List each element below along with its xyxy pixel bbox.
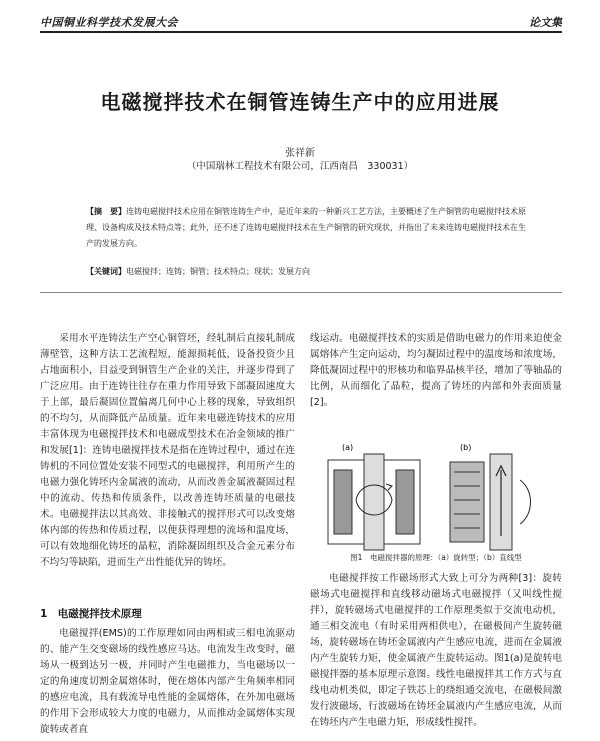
linear-stator bbox=[450, 462, 484, 542]
abstract bbox=[86, 204, 526, 252]
affiliation: （中国瑞林工程技术有限公司，江西南昌 330031） bbox=[186, 161, 414, 172]
header-rule bbox=[40, 31, 562, 33]
paper-title: 电磁搅拌技术在铜管连铸生产中的应用进展 bbox=[100, 90, 500, 114]
abstract-text: 连铸电磁搅拌技术应用在铜管连铸生产中，是近年来的一种新兴工艺方法，主要概述了生产铜管的电磁搅拌技术原理、设备构成及技术特点等；此外，还不述了连铸电磁搅拌技术在生产铜管的研究现状，并指出了未来连铸电磁搅拌技术在生产的发展方向。 bbox=[86, 207, 526, 248]
section-heading: 1 电磁搅拌技术原理 bbox=[40, 608, 142, 620]
column-right-bottom bbox=[310, 571, 562, 731]
linear-return-flow bbox=[520, 480, 531, 524]
figure-caption: 图1 电磁搅拌器的原理：（a）旋转型；（b）直线型 bbox=[350, 553, 522, 562]
paragraph-principle: 电磁搅拌(EMS)的工作原理如同由两相或三相电流驱动的、能产生交变磁场的线性感应马达。电流发生改变时，磁场从一极到达另一极，并同时产生电磁推力，当电磁场以一定的角速度切割金属熔体时，便在熔体内部产生角频率相同的感应电流，具有载流导电性能的金属熔体，在外加电磁场的作用下会形成较大力度的电磁力，从而推动金属熔体实现旋转或者直 bbox=[40, 628, 295, 735]
section-label: 论文集 bbox=[529, 16, 562, 29]
column-left-section1 bbox=[40, 626, 295, 738]
keywords-label: 【关键词】 bbox=[86, 267, 126, 276]
figure-label-b: (b) bbox=[460, 443, 472, 452]
rotation-arrow-icon bbox=[386, 484, 392, 490]
keywords bbox=[86, 264, 526, 280]
paragraph-stirrer-types: 电磁搅拌按工作磁场形式大致上可分为两种[3]：旋转磁场式电磁搅拌和直线移动磁场式电磁搅拌（又叫线性搅拌），旋转磁场式电磁搅拌的工作原理类似于交流电动机，通三相交流电（有时采用两相供电），在磁极间产生旋转磁场，旋转磁场在铸坯金属液内产生感应电流，进而在金属液内产生旋转力矩，使金属液产生旋转运动。图1(a)是旋转电磁搅拌器的基本原理示意图。线性电磁搅拌其工作方式与直线电动机类似，即定子铁芯上的绕组通交流电，在磁极间激发行波磁场，行波磁场在铸坯金属液内产生感应电流，从而在铸坯内产生电磁力矩，形成线性搅拌。 bbox=[310, 573, 562, 728]
rotary-coil-right bbox=[396, 470, 414, 534]
conference-name: 中国铜业科学技术发展大会 bbox=[40, 16, 178, 29]
paragraph-continued: 线运动。电磁搅拌技术的实质是借助电磁力的作用来迫使金属熔体产生定向运动，均匀凝固过程中的温度场和浓度场，降低凝固过程中的形核功和临界晶核半径，增加了等轴晶的比例，从而细化了晶粒，提高了铸坯的内部和外表面质量[2]。 bbox=[310, 333, 562, 408]
figure-label-a: (a) bbox=[342, 443, 354, 452]
rotary-billet bbox=[364, 454, 384, 550]
section-divider bbox=[40, 292, 562, 293]
column-left-intro bbox=[40, 331, 295, 571]
figure-stirrer-diagram bbox=[320, 440, 550, 552]
abstract-label: 【摘 要】 bbox=[86, 207, 126, 216]
keywords-text: 电磁搅拌；连铸；铜管；技术特点；现状；发展方向 bbox=[126, 267, 310, 276]
page-header bbox=[40, 12, 562, 32]
rotary-coil-left bbox=[334, 470, 352, 534]
author: 张祥新 bbox=[285, 148, 315, 159]
column-right-top bbox=[310, 331, 562, 411]
paragraph-intro: 采用水平连铸法生产空心铜管坯，经轧制后直接轧制成薄壁管，这种方法工艺流程短，能源损耗低，设备投资少且占地面积小，目益受到铜管生产企业的关注，并逐步得到了广泛应用。由于连铸往往存在重力作用导致下部凝固速度大于上部，最后凝固位置偏离几何中心上移的现象，导致组织的不均匀，从而降低产品质量。近年来电磁连铸技术的应用丰富体现为电磁搅拌技术和电磁成型技术在冶金领域的推广和发展[1]：连铸电磁搅拌技术是指在连铸过程中，通过在连铸机的不同位置处安装不同型式的电磁搅拌，利用所产生的电磁力强化铸坯内金属液的流动，从而改善金属液凝固过程中的流动、传热和传质条件，以改善连铸坯质量的电磁技术。电磁搅拌法以其高效、非接触式的搅拌形式可以改变熔体内部的传热和传质过程，以便获得理想的流场和温度场，可以有效地细化铸坯的晶粒，消除凝固组织及合金元素分布不均匀等缺陷，进而生产出性能优异的铸坯。 bbox=[40, 333, 295, 568]
